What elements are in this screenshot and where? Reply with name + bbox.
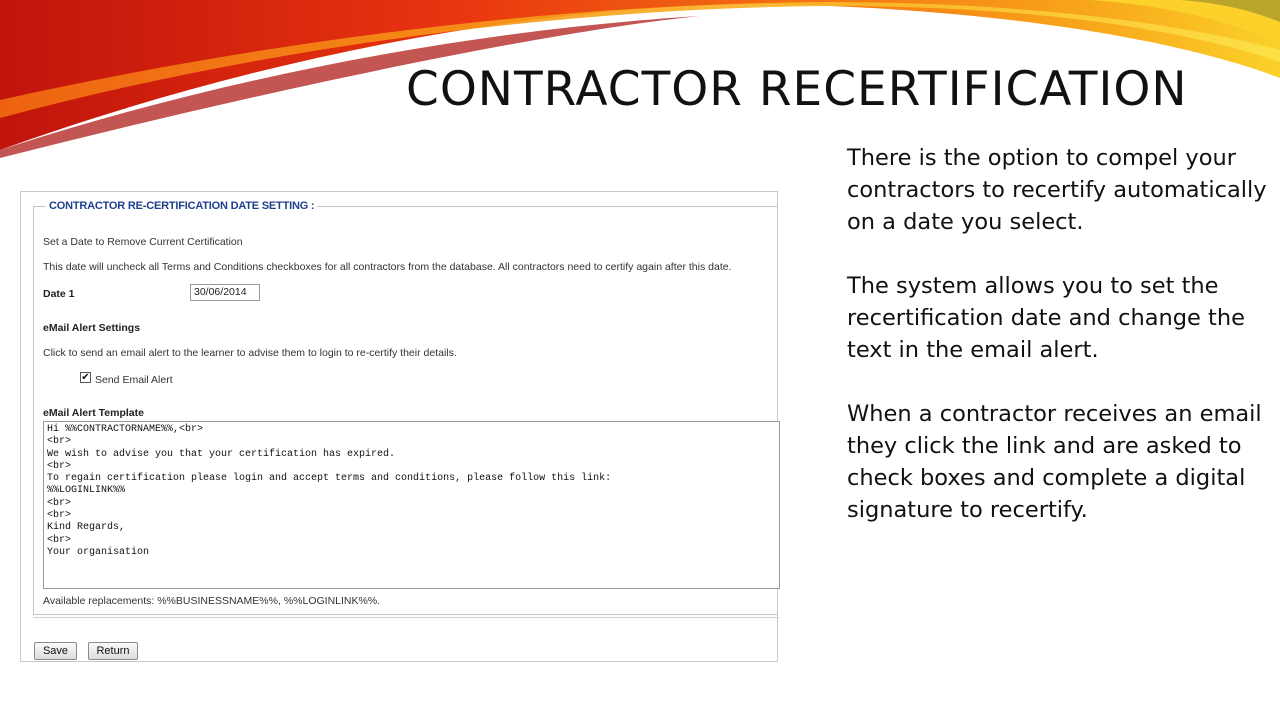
available-replacements-note: Available replacements: %%BUSINESSNAME%%, %%LOGINLINK%%. [43,595,381,607]
date-1-label: Date 1 [43,288,75,300]
date-description: This date will uncheck all Terms and Conditions checkboxes for all contractors from the database. All contractors need to certify again after this date. [43,261,732,273]
checkmark-icon: ✔ [81,372,90,383]
slide-title: CONTRACTOR RECERTIFICATION [406,62,1188,117]
email-alert-description: Click to send an email alert to the learner to advise them to login to re-certify their details. [43,347,457,359]
recertification-form-screenshot [20,191,778,662]
date-1-input[interactable]: 30/06/2014 [190,284,260,301]
set-date-label: Set a Date to Remove Current Certification [43,236,243,248]
email-alert-settings-heading: eMail Alert Settings [43,322,141,334]
paragraph-contractor: When a contractor receives an email they click the link and are asked to check boxes and complete a digital signature to recertify. [847,401,1262,523]
slide-body-text [847,142,1267,558]
email-template-textarea[interactable]: Hi %%CONTRACTORNAME%%,<br> <br> We wish to advise you that your certification has expired. <br> To regain certification please login and accept terms and conditions, please follow this link: %%LOGINLINK%% <br> <br> Kind Regards, <br> Your organisation [43,421,780,589]
form-divider [33,617,779,618]
email-alert-template-heading: eMail Alert Template [43,407,144,419]
fieldset-legend: CONTRACTOR RE-CERTIFICATION DATE SETTING : [46,200,317,212]
return-button[interactable]: Return [88,642,138,660]
send-email-alert-label: Send Email Alert [95,374,173,386]
paragraph-system: The system allows you to set the recertification date and change the text in the email alert. [847,273,1245,363]
save-button[interactable]: Save [34,642,77,660]
send-email-alert-checkbox[interactable] [80,372,91,383]
paragraph-option: There is the option to compel your contractors to recertify automatically on a date you select. [847,145,1267,235]
